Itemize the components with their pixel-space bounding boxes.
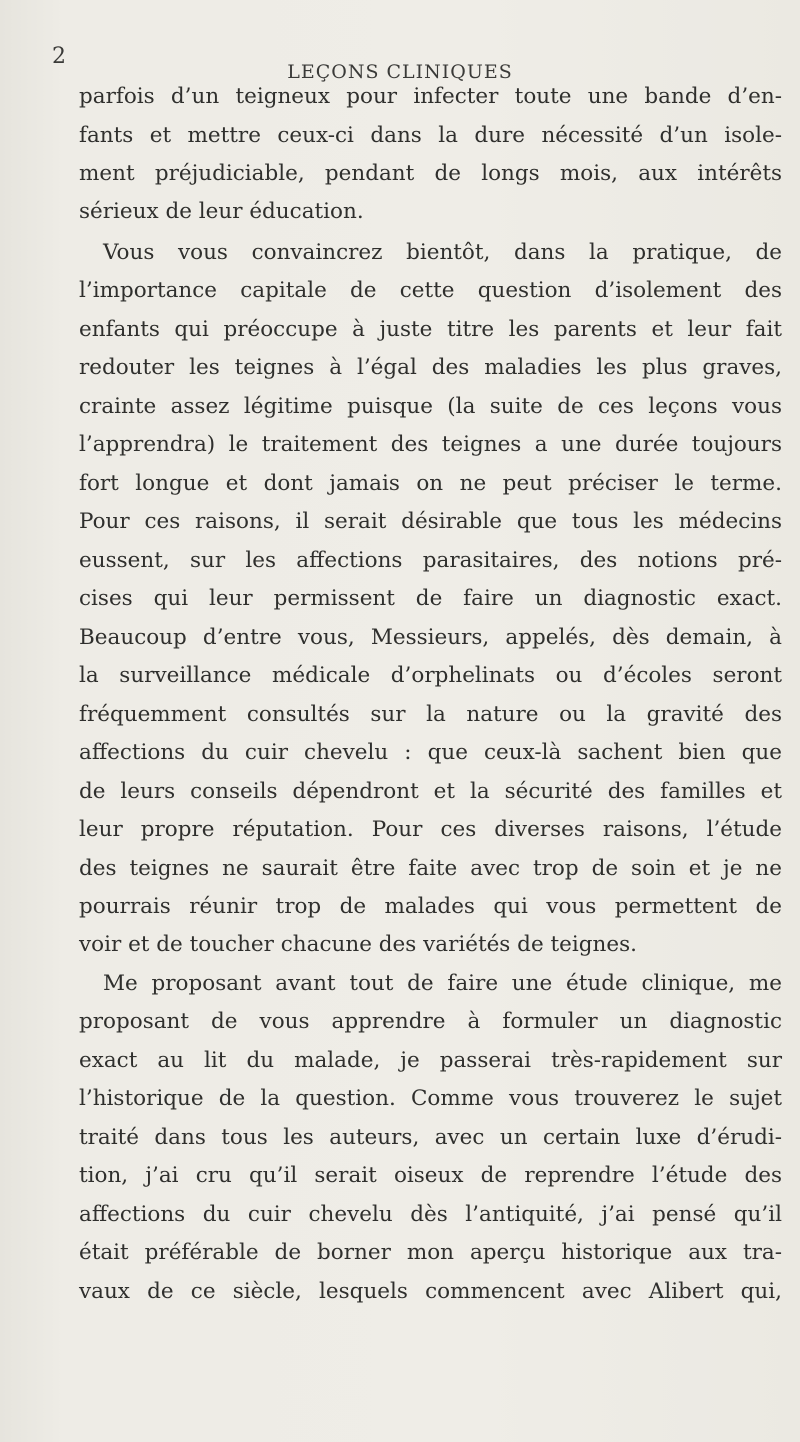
text-line: Beaucoup d’entre vous, Messieurs, appelés, dès demain, à <box>79 625 782 650</box>
text-line: parfois d’un teigneux pour infecter toute une bande d’en- <box>79 84 782 109</box>
text-line: cises qui leur permissent de faire un diagnostic exact. <box>79 586 782 611</box>
text-line: pourrais réunir trop de malades qui vous permettent de <box>79 894 782 919</box>
text-line: l’importance capitale de cette question d’isolement des <box>79 278 782 303</box>
text-line: eussent, sur les affections parasitaires, des notions pré- <box>79 548 782 573</box>
text-line: fort longue et dont jamais on ne peut préciser le terme. <box>79 471 782 496</box>
text-line: voir et de toucher chacune des variétés de teignes. <box>79 932 637 957</box>
text-line: la surveillance médicale d’orphelinats ou d’écoles seront <box>79 663 782 688</box>
text-line: proposant de vous apprendre à formuler un diagnostic <box>79 1009 782 1034</box>
text-line: de leurs conseils dépendront et la sécurité des familles et <box>79 779 782 804</box>
text-line: redouter les teignes à l’égal des maladies les plus graves, <box>79 355 782 380</box>
text-line: leur propre réputation. Pour ces diverses raisons, l’étude <box>79 817 782 842</box>
text-line: des teignes ne saurait être faite avec trop de soin et je ne <box>79 856 782 881</box>
text-line: Vous vous convaincrez bientôt, dans la pratique, de <box>103 240 782 265</box>
text-line: affections du cuir chevelu dès l’antiquité, j’ai pensé qu’il <box>79 1202 782 1227</box>
text-line: était préférable de borner mon aperçu historique aux tra- <box>79 1240 782 1265</box>
text-line: vaux de ce siècle, lesquels commencent avec Alibert qui, <box>79 1279 782 1304</box>
text-line: fréquemment consultés sur la nature ou la gravité des <box>79 702 782 727</box>
text-line: crainte assez légitime puisque (la suite de ces leçons vous <box>79 394 782 419</box>
text-line: tion, j’ai cru qu’il serait oiseux de reprendre l’étude des <box>79 1163 782 1188</box>
text-line: enfants qui préoccupe à juste titre les parents et leur fait <box>79 317 782 342</box>
text-line: affections du cuir chevelu : que ceux-là sachent bien que <box>79 740 782 765</box>
text-line: ment préjudiciable, pendant de longs mois, aux intérêts <box>79 161 782 186</box>
text-line: l’historique de la question. Comme vous trouverez le sujet <box>79 1086 782 1111</box>
text-line: l’apprendra) le traitement des teignes a une durée toujours <box>79 432 782 457</box>
page-number: 2 <box>52 44 66 69</box>
text-line: fants et mettre ceux-ci dans la dure nécessité d’un isole- <box>79 123 782 148</box>
text-line: Me proposant avant tout de faire une étude clinique, me <box>103 971 782 996</box>
text-line: exact au lit du malade, je passerai très-rapidement sur <box>79 1048 782 1073</box>
text-line: traité dans tous les auteurs, avec un certain luxe d’érudi- <box>79 1125 782 1150</box>
text-line: sérieux de leur éducation. <box>79 199 364 224</box>
running-head: LEÇONS CLINIQUES <box>287 61 513 83</box>
text-line: Pour ces raisons, il serait désirable que tous les médecins <box>79 509 782 534</box>
